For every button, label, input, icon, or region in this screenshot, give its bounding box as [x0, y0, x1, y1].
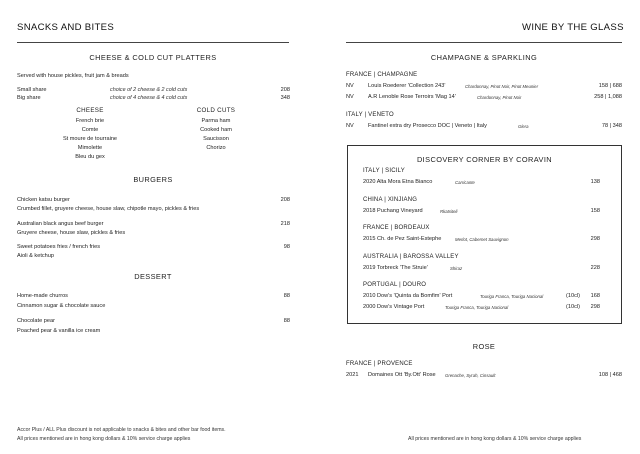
port-price: 168 — [590, 293, 600, 299]
dessert-price: 88 — [283, 293, 290, 299]
burger-price: 208 — [280, 197, 290, 203]
discovery-wine-price: 228 — [590, 265, 600, 271]
discovery-region: AUSTRALIA | BAROSSA VALLEY — [363, 254, 459, 260]
wine-vintage: NV — [346, 94, 354, 100]
discovery-wine-grapes: Merlot, Cabernet Sauvignon — [455, 237, 509, 242]
discovery-wine-grapes: Carricante — [455, 180, 475, 185]
coldcut-item: Chorizo — [206, 145, 226, 151]
wine-price: 258 | 1,088 — [594, 94, 622, 100]
wine-price: 108 | 468 — [598, 372, 622, 378]
burgers-heading: BURGERS — [133, 175, 173, 184]
wine-grapes: Glera — [518, 124, 529, 129]
cheese-item: Comte — [81, 127, 99, 133]
cheese-item: St moure de tourraine — [62, 136, 118, 142]
discovery-wine-name: 2015 Ch. de Pez Saint-Estephe — [363, 236, 442, 242]
burger-name: Sweet potatoes fries / french fries — [17, 244, 101, 250]
port-name: 2000 Dow's Vintage Port — [363, 304, 425, 310]
discovery-heading: DISCOVERY CORNER BY CORAVIN — [416, 155, 553, 164]
dessert-heading: DESSERT — [134, 272, 172, 281]
coldcut-item: Parma ham — [201, 118, 231, 124]
region-italy-veneto: ITALY | VENETO — [346, 112, 394, 118]
right-title-rule — [346, 42, 622, 43]
coldcut-item: Saucisson — [203, 136, 229, 142]
cheese-item: Mimolette — [77, 145, 103, 151]
discovery-wine-price: 158 — [590, 208, 600, 214]
burger-name: Australian black angus beef burger — [17, 221, 104, 227]
cheese-item: Bleu du gex — [75, 154, 105, 160]
burger-desc: Aioli & ketchup — [17, 253, 55, 259]
platter-price: 348 — [280, 95, 290, 101]
wine-name: Fantinel extra dry Prosecco DOC | Veneto | Italy — [368, 123, 487, 129]
wine-name: A.R Lenoble Rose Terroirs 'Mag 14' — [368, 94, 456, 100]
coldcut-item: Cooked ham — [200, 127, 232, 133]
wine-grapes: Grenache, Syrah, Cinsault — [445, 373, 496, 378]
burger-desc: Crumbed fillet, gruyere cheese, house slaw, chipotle mayo, pickles & fries — [17, 206, 200, 212]
left-footer-discount: Accor Plus / ALL Plus discount is not applicable to snacks & bites and other bar food items. — [17, 427, 226, 433]
discovery-region: FRANCE | BORDEAUX — [363, 225, 430, 231]
burger-name: Chicken katsu burger — [17, 197, 70, 203]
right-page-title: WINE BY THE GLASS — [522, 22, 624, 33]
wine-name: Domaines Ott 'By.Ott' Rose — [368, 372, 436, 378]
discovery-wine-name: 2019 Torbreck 'The Struie' — [363, 265, 428, 271]
left-footer-prices: All prices mentioned are in hong kong dollars & 10% service charge applies — [17, 436, 191, 442]
discovery-region: ITALY | SICILY — [363, 168, 405, 174]
discovery-wine-grapes: Shiraz — [450, 266, 463, 271]
discovery-wine-name: 2020 Alta Mora Etna Bianco — [363, 179, 433, 185]
discovery-region: CHINA | XINJIANG — [363, 197, 418, 203]
port-size: (10cl) — [566, 304, 580, 310]
discovery-wine-name: 2018 Puchang Vineyard — [363, 208, 423, 214]
cheese-item: French brie — [75, 118, 105, 124]
platter-desc: choice of 4 cheese & 4 cold cuts — [110, 95, 188, 101]
wine-vintage: NV — [346, 123, 354, 129]
dessert-desc: Poached pear & vanilla ice cream — [17, 328, 101, 334]
rose-heading: ROSE — [472, 342, 496, 351]
discovery-wine-price: 298 — [590, 236, 600, 242]
wine-vintage: NV — [346, 83, 354, 89]
dessert-name: Home-made churros — [17, 293, 68, 299]
wine-price: 158 | 688 — [598, 83, 622, 89]
platter-price: 208 — [280, 87, 290, 93]
left-title-rule — [17, 42, 289, 43]
left-page-title: SNACKS AND BITES — [17, 22, 115, 33]
discovery-region-portugal: PORTUGAL | DOURO — [363, 282, 427, 288]
dessert-name: Chocolate pear — [17, 318, 55, 324]
wine-grapes: Chardonnay, Pinot Noir, Pinot Meunier — [465, 84, 539, 89]
port-grapes: Touriga Franca, Touriga Nacional — [480, 294, 544, 299]
wine-vintage: 2021 — [346, 372, 359, 378]
port-size: (10cl) — [566, 293, 580, 299]
region-france-provence: FRANCE | PROVENCE — [346, 361, 413, 367]
platters-heading: CHEESE & COLD CUT PLATTERS — [89, 53, 217, 62]
port-grapes: Touriga Franca, Touriga Nacional — [445, 305, 509, 310]
region-france-champagne: FRANCE | CHAMPAGNE — [346, 72, 418, 78]
champagne-heading: CHAMPAGNE & SPARKLING — [430, 53, 538, 62]
burger-price: 98 — [283, 244, 290, 250]
wine-price: 78 | 348 — [601, 123, 622, 129]
platter-desc: choice of 2 cheese & 2 cold cuts — [110, 87, 188, 93]
cheese-title: CHEESE — [76, 107, 104, 114]
coldcuts-title: COLD CUTS — [196, 107, 236, 114]
port-name: 2010 Dow's 'Quinta da Bomfim' Port — [363, 293, 453, 299]
port-price: 298 — [590, 304, 600, 310]
platters-intro: Served with house pickles, fruit jam & breads — [17, 73, 129, 79]
dessert-price: 88 — [283, 318, 290, 324]
platter-name: Small share — [17, 87, 47, 93]
discovery-wine-grapes: Rkatsiteli — [440, 209, 458, 214]
dessert-desc: Cinnamon sugar & chocolate sauce — [17, 303, 106, 309]
wine-grapes: Chardonnay, Pinot Noir — [477, 95, 522, 100]
burger-price: 218 — [280, 221, 290, 227]
burger-desc: Gruyere cheese, house slaw, pickles & fries — [17, 230, 126, 236]
right-footer-prices: All prices mentioned are in hong kong dollars & 10% service charge applies — [408, 436, 582, 442]
wine-name: Louis Roederer 'Collection 243' — [368, 83, 446, 89]
platter-name: Big share — [17, 95, 41, 101]
discovery-wine-price: 138 — [590, 179, 600, 185]
